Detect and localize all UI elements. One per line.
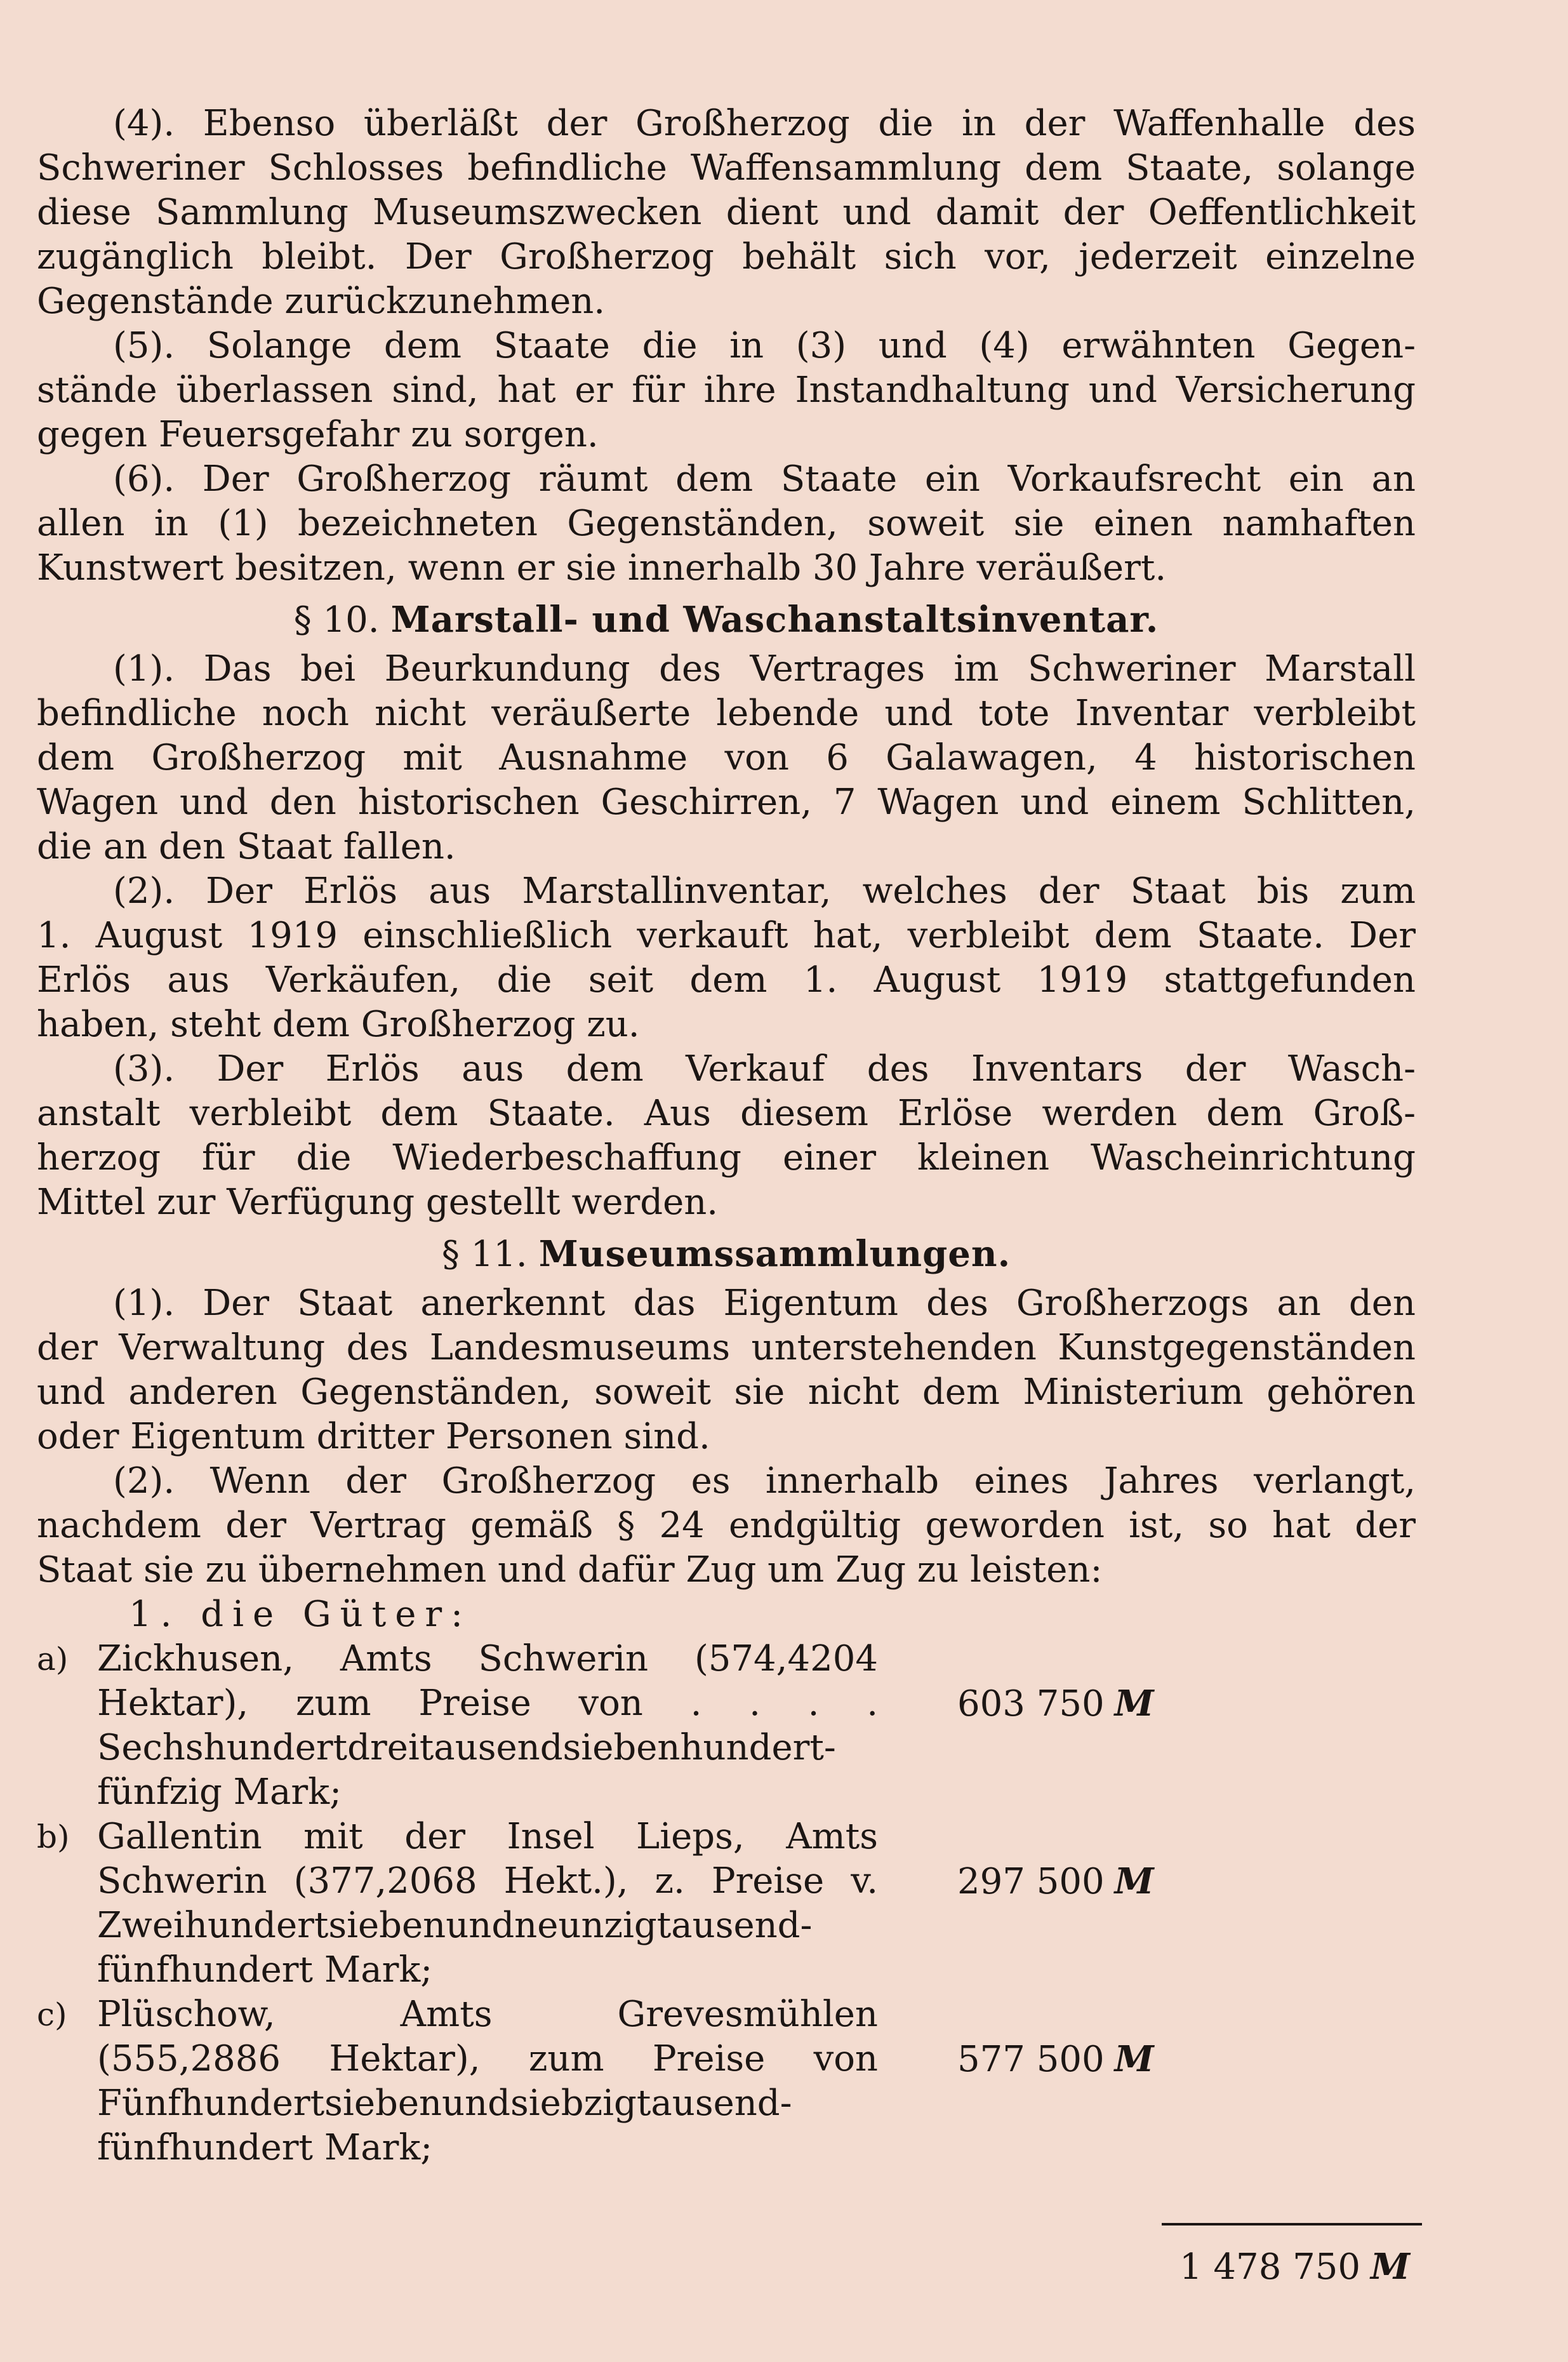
section-10-paragraph-2 <box>37 869 1416 1047</box>
list-item-c <box>37 1992 1416 2170</box>
text-line: (4). Ebenso überläßt der Großherzog die in der Waffenhalle des <box>113 103 1416 144</box>
text-line: Erlös aus Verkäufen, die seit dem 1. August 1919 stattgefunden <box>37 959 1416 1001</box>
sum-rule <box>1162 2223 1422 2225</box>
section-10-paragraph-3 <box>37 1047 1416 1225</box>
item-amount: 603 750 M <box>957 1683 1154 1725</box>
item-text-line: (555,2886 Hektar), zum Preise von <box>97 2038 878 2079</box>
item-letter: b) <box>37 1818 70 1855</box>
section-number: § 10. <box>293 599 380 641</box>
item-text-line: Fünfhundertsiebenundsiebzigtausend- <box>97 2083 792 2124</box>
item-text-line: Sechshundertdreitausendsiebenhundert- <box>97 1727 836 1768</box>
item-text-line: Schwerin (377,2068 Hekt.), z. Preise v. <box>97 1860 878 1902</box>
text-line: (5). Solange dem Staate die in (3) und (4) erwähnten Gegen- <box>113 325 1416 366</box>
list-item-a <box>37 1637 1416 1815</box>
text-line: zugänglich bleibt. Der Großherzog behält sich vor, jederzeit einzelne <box>37 236 1416 277</box>
text-line: nachdem der Vertrag gemäß § 24 endgültig geworden ist, so hat der <box>37 1505 1416 1546</box>
currency-mark: M <box>1114 1860 1154 1902</box>
text-line: der Verwaltung des Landesmuseums unterstehenden Kunstgegenständen <box>37 1327 1416 1368</box>
section-10-paragraph-1 <box>37 647 1416 869</box>
currency-mark: M <box>1114 2038 1154 2080</box>
paragraph-6 <box>37 457 1416 590</box>
text-line: die an den Staat fallen. <box>37 826 456 867</box>
item-text-line: fünfzig Mark; <box>97 1771 342 1813</box>
text-line: stände überlassen sind, hat er für ihre Instandhaltung und Versicherung <box>37 370 1416 411</box>
text-line: Gegenstände zurückzunehmen. <box>37 281 606 322</box>
text-line: gegen Feuersgefahr zu sorgen. <box>37 414 599 455</box>
section-11-paragraph-1 <box>37 1281 1416 1459</box>
text-line: Wagen und den historischen Geschirren, 7 Wagen und einem Schlitten, <box>37 782 1416 823</box>
item-text-line: fünfhundert Mark; <box>97 2127 433 2168</box>
text-line: herzog für die Wiederbeschaffung einer kleinen Wascheinrichtung <box>37 1137 1416 1178</box>
item-letter: a) <box>37 1641 69 1678</box>
text-line: diese Sammlung Museumszwecken dient und damit der Oeffentlichkeit <box>37 192 1416 233</box>
section-10-heading <box>37 597 1416 643</box>
list-heading <box>37 1592 1416 1637</box>
section-title: Marstall- und Waschanstaltsinventar. <box>390 599 1159 641</box>
item-text-line: fünfhundert Mark; <box>97 1949 433 1991</box>
text-line: (1). Das bei Beurkundung des Vertrages im Schweriner Marstall <box>113 648 1416 690</box>
text-line: (2). Wenn der Großherzog es innerhalb eines Jahres verlangt, <box>113 1460 1416 1502</box>
text-line: (6). Der Großherzog räumt dem Staate ein Vorkaufsrecht ein an <box>113 458 1416 500</box>
paragraph-5 <box>37 324 1416 457</box>
item-letter: c) <box>37 1996 67 2033</box>
text-line: (1). Der Staat anerkennt das Eigentum des Großherzogs an den <box>113 1283 1416 1324</box>
text-line: Mittel zur Verfügung gestellt werden. <box>37 1182 719 1223</box>
text-line: und anderen Gegenständen, soweit sie nicht dem Ministerium gehören <box>37 1371 1416 1413</box>
item-amount: 297 500 M <box>957 1860 1154 1902</box>
currency-mark: M <box>1114 1683 1154 1725</box>
item-text-line: Zweihundertsiebenundneunzigtausend- <box>97 1905 813 1946</box>
text-line: anstalt verbleibt dem Staate. Aus diesem Erlöse werden dem Groß- <box>37 1093 1416 1134</box>
text-line: (3). Der Erlös aus dem Verkauf des Inventars der Wasch- <box>113 1048 1416 1090</box>
text-line: 1. August 1919 einschließlich verkauft hat, verbleibt dem Staate. Der <box>37 915 1416 956</box>
section-number: § 11. <box>441 1234 528 1275</box>
paragraph-4 <box>37 102 1416 324</box>
text-line: (2). Der Erlös aus Marstallinventar, welches der Staat bis zum <box>113 871 1416 912</box>
text-line: befindliche noch nicht veräußerte lebende und tote Inventar verbleibt <box>37 693 1416 734</box>
text-line: dem Großherzog mit Ausnahme von 6 Galawagen, 4 historischen <box>37 737 1416 778</box>
text-line: oder Eigentum dritter Personen sind. <box>37 1416 710 1457</box>
item-text-line: Zickhusen, Amts Schwerin (574,4204 <box>97 1638 878 1679</box>
currency-mark: M <box>1371 2246 1411 2288</box>
section-title: Museumssammlungen. <box>538 1233 1011 1275</box>
text-line: Staat sie zu übernehmen und dafür Zug um Zug zu leisten: <box>37 1549 1103 1591</box>
text-line: 1. die Güter: <box>129 1594 472 1635</box>
text-line: Kunstwert besitzen, wenn er sie innerhalb 30 Jahre veräußert. <box>37 547 1167 589</box>
section-11-heading <box>37 1231 1416 1278</box>
text-line: haben, steht dem Großherzog zu. <box>37 1004 640 1045</box>
item-text-line: Hektar), zum Preise von . . . . <box>97 1683 878 1724</box>
text-line: allen in (1) bezeichneten Gegenständen, soweit sie einen namhaften <box>37 503 1416 544</box>
item-amount: 577 500 M <box>957 2038 1154 2080</box>
item-text-line: Gallentin mit der Insel Lieps, Amts <box>97 1816 878 1857</box>
item-text-line: Plüschow, Amts Grevesmühlen <box>97 1994 878 2035</box>
text-line: Schweriner Schlosses befindliche Waffensammlung dem Staate, solange <box>37 147 1416 189</box>
list-item-b <box>37 1815 1416 1992</box>
total-amount: 1 478 750 M <box>1179 2246 1411 2288</box>
section-11-paragraph-2 <box>37 1459 1416 1592</box>
